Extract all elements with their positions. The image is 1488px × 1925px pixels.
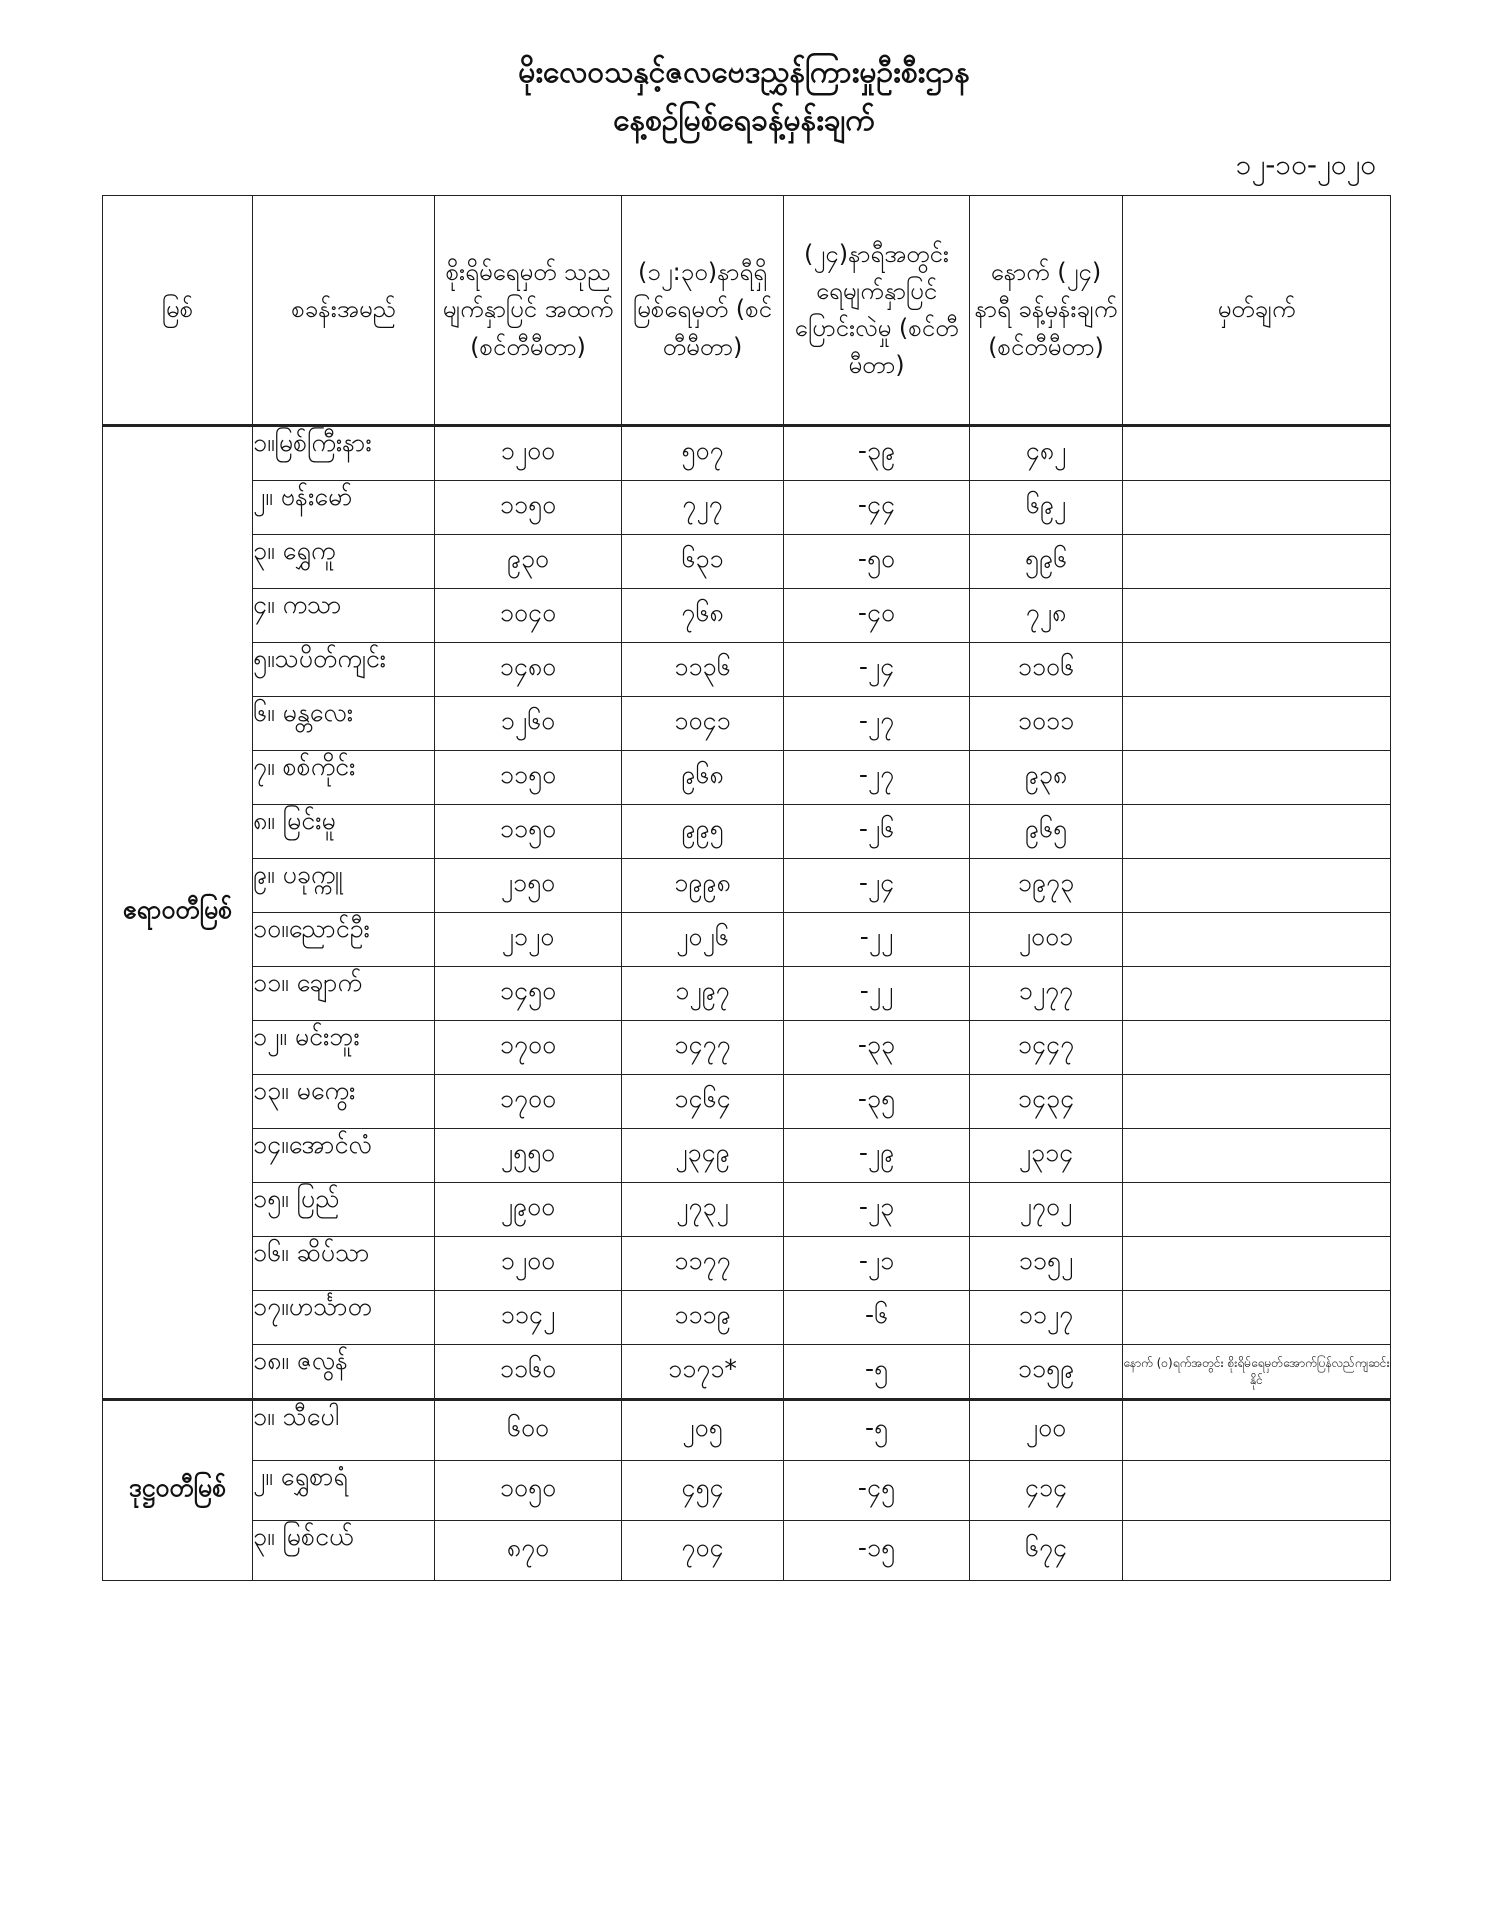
table-row xyxy=(103,967,1391,1021)
danger-level: ၁၇၀၀ xyxy=(435,1021,622,1075)
forecast-level: ၂၀၀ xyxy=(970,1400,1123,1461)
header-river: မြစ် xyxy=(103,196,253,426)
table-row xyxy=(103,859,1391,913)
forecast-level: ၂၇၀၂ xyxy=(970,1183,1123,1237)
forecast-level: ၁၁၀၆ xyxy=(970,643,1123,697)
forecast-level: ၉၆၅ xyxy=(970,805,1123,859)
danger-level: ၂၁၂၀ xyxy=(435,913,622,967)
forecast-level: ၁၉၇၃ xyxy=(970,859,1123,913)
station-name: ၁၇။ဟင်္သာတ xyxy=(253,1291,435,1345)
header-forecast: နောက် (၂၄) နာရီ ခန့်မှန်းချက် (စင်တီမီတာ) xyxy=(970,196,1123,426)
remark xyxy=(1123,1183,1391,1237)
table-row xyxy=(103,481,1391,535)
forecast-level: ၅၉၆ xyxy=(970,535,1123,589)
station-name: ၁၈။ ဇလွန် xyxy=(253,1345,435,1400)
remark xyxy=(1123,1075,1391,1129)
table-row xyxy=(103,1400,1391,1461)
forecast-level: ၆၉၂ xyxy=(970,481,1123,535)
danger-level: ၁၄၈၀ xyxy=(435,643,622,697)
table-row xyxy=(103,426,1391,481)
forecast-level: ၉၃၈ xyxy=(970,751,1123,805)
header-danger-level: စိုးရိမ်ရေမှတ် သုညမျက်နှာပြင် အထက် (စင်တီမီတာ) xyxy=(435,196,622,426)
station-name: ၂။ ရွှေစာရံ xyxy=(253,1461,435,1521)
remark xyxy=(1123,1400,1391,1461)
danger-level: ၁၁၅၀ xyxy=(435,751,622,805)
table-row xyxy=(103,1461,1391,1521)
remark xyxy=(1123,1521,1391,1581)
river-name: ဒုဋ္ဌဝတီမြစ် xyxy=(103,1400,253,1581)
danger-level: ၁၄၅၀ xyxy=(435,967,622,1021)
station-name: ၄။ ကသာ xyxy=(253,589,435,643)
current-level: ၁၁၇၁* xyxy=(622,1345,784,1400)
level-change: -၄၄ xyxy=(784,481,970,535)
table-header-row xyxy=(103,196,1391,426)
remark xyxy=(1123,426,1391,481)
remark xyxy=(1123,481,1391,535)
station-name: ၁၄။အောင်လံ xyxy=(253,1129,435,1183)
current-level: ၇၀၄ xyxy=(622,1521,784,1581)
remark xyxy=(1123,967,1391,1021)
remark xyxy=(1123,751,1391,805)
station-name: ၃။ ရွှေကူ xyxy=(253,535,435,589)
table-row xyxy=(103,1129,1391,1183)
station-name: ၁၁။ ချောက် xyxy=(253,967,435,1021)
station-name: ၁၃။ မကွေး xyxy=(253,1075,435,1129)
remark xyxy=(1123,1461,1391,1521)
forecast-level: ၂၃၁၄ xyxy=(970,1129,1123,1183)
remark xyxy=(1123,1021,1391,1075)
danger-level: ၂၉၀၀ xyxy=(435,1183,622,1237)
station-name: ၆။ မန္တလေး xyxy=(253,697,435,751)
forecast-level: ၁၁၂၇ xyxy=(970,1291,1123,1345)
station-name: ၁။ သီပေါ xyxy=(253,1400,435,1461)
level-change: -၃၃ xyxy=(784,1021,970,1075)
table-row xyxy=(103,805,1391,859)
level-change: -၂၄ xyxy=(784,643,970,697)
danger-level: ၁၇၀၀ xyxy=(435,1075,622,1129)
level-change: -၄၀ xyxy=(784,589,970,643)
current-level: ၄၅၄ xyxy=(622,1461,784,1521)
forecast-level: ၄၁၄ xyxy=(970,1461,1123,1521)
current-level: ၇၆၈ xyxy=(622,589,784,643)
current-level: ၉၉၅ xyxy=(622,805,784,859)
level-change: -၃၉ xyxy=(784,426,970,481)
level-change: -၅ xyxy=(784,1345,970,1400)
table-row xyxy=(103,1183,1391,1237)
level-change: -၅ xyxy=(784,1400,970,1461)
forecast-level: ၆၇၄ xyxy=(970,1521,1123,1581)
station-name: ၁၆။ ဆိပ်သာ xyxy=(253,1237,435,1291)
danger-level: ၂၁၅၀ xyxy=(435,859,622,913)
danger-level: ၁၁၅၀ xyxy=(435,481,622,535)
forecast-level: ၁၁၅၉ xyxy=(970,1345,1123,1400)
current-level: ၁၁၃၆ xyxy=(622,643,784,697)
current-level: ၉၆၈ xyxy=(622,751,784,805)
forecast-level: ၁၄၄၇ xyxy=(970,1021,1123,1075)
level-change: -၂၇ xyxy=(784,697,970,751)
danger-level: ၂၅၅၀ xyxy=(435,1129,622,1183)
remark xyxy=(1123,805,1391,859)
table-row xyxy=(103,1291,1391,1345)
level-change: -၂၇ xyxy=(784,751,970,805)
level-change: -၂၂ xyxy=(784,967,970,1021)
forecast-level: ၁၀၁၁ xyxy=(970,697,1123,751)
current-level: ၂၀၂၆ xyxy=(622,913,784,967)
remark xyxy=(1123,535,1391,589)
station-name: ၅။သပိတ်ကျင်း xyxy=(253,643,435,697)
danger-level: ၁၂၆၀ xyxy=(435,697,622,751)
report-date: ၁၂-၁၀-၂၀၂၀ xyxy=(1235,148,1376,181)
page-subtitle: နေ့စဉ်မြစ်ရေခန့်မှန်းချက် xyxy=(613,103,875,138)
danger-level: ၁၁၅၀ xyxy=(435,805,622,859)
remark xyxy=(1123,913,1391,967)
table-row xyxy=(103,535,1391,589)
danger-level: ၁၀၅၀ xyxy=(435,1461,622,1521)
river-name: ဧရာဝတီမြစ် xyxy=(103,426,253,1400)
current-level: ၂၃၄၉ xyxy=(622,1129,784,1183)
current-level: ၁၄၇၇ xyxy=(622,1021,784,1075)
forecast-level: ၁၁၅၂ xyxy=(970,1237,1123,1291)
level-change: -၂၆ xyxy=(784,805,970,859)
remark xyxy=(1123,1237,1391,1291)
danger-level: ၁၂၀၀ xyxy=(435,1237,622,1291)
table-row xyxy=(103,697,1391,751)
current-level: ၂၇၃၂ xyxy=(622,1183,784,1237)
remark xyxy=(1123,1129,1391,1183)
remark xyxy=(1123,859,1391,913)
station-name: ၉။ ပခုက္ကူ xyxy=(253,859,435,913)
table-row xyxy=(103,913,1391,967)
table-row xyxy=(103,751,1391,805)
level-change: -၂၂ xyxy=(784,913,970,967)
header-station: စခန်းအမည် xyxy=(253,196,435,426)
level-change: -၁၅ xyxy=(784,1521,970,1581)
header-remarks: မှတ်ချက် xyxy=(1123,196,1391,426)
current-level: ၁၄၆၄ xyxy=(622,1075,784,1129)
remark xyxy=(1123,1291,1391,1345)
river-forecast-table xyxy=(102,195,1391,1581)
danger-level: ၁၁၄၂ xyxy=(435,1291,622,1345)
station-name: ၁၂။ မင်းဘူး xyxy=(253,1021,435,1075)
station-name: ၇။ စစ်ကိုင်း xyxy=(253,751,435,805)
forecast-level: ၇၂၈ xyxy=(970,589,1123,643)
station-name: ၈။ မြင်းမူ xyxy=(253,805,435,859)
table-row xyxy=(103,1237,1391,1291)
table-row xyxy=(103,1021,1391,1075)
forecast-level: ၂၀၀၁ xyxy=(970,913,1123,967)
current-level: ၂၀၅ xyxy=(622,1400,784,1461)
forecast-level: ၁၂၇၇ xyxy=(970,967,1123,1021)
level-change: -၂၁ xyxy=(784,1237,970,1291)
station-name: ၁၀။ညောင်ဦး xyxy=(253,913,435,967)
danger-level: ၆၀၀ xyxy=(435,1400,622,1461)
level-change: -၄၅ xyxy=(784,1461,970,1521)
danger-level: ၈၇၀ xyxy=(435,1521,622,1581)
current-level: ၁၉၉၈ xyxy=(622,859,784,913)
current-level: ၁၁၁၉ xyxy=(622,1291,784,1345)
remark: နောက် (၀)ရက်အတွင်း စိုးရိမ်ရေမှတ်အောက်ပြန်လည်ကျဆင်းနိုင် xyxy=(1123,1345,1391,1400)
remark xyxy=(1123,697,1391,751)
level-change: -၂၉ xyxy=(784,1129,970,1183)
current-level: ၇၂၇ xyxy=(622,481,784,535)
level-change: -၂၄ xyxy=(784,859,970,913)
danger-level: ၁၁၆၀ xyxy=(435,1345,622,1400)
level-change: -၂၃ xyxy=(784,1183,970,1237)
level-change: -၆ xyxy=(784,1291,970,1345)
table-row xyxy=(103,1345,1391,1400)
station-name: ၂။ ဗန်းမော် xyxy=(253,481,435,535)
forecast-level: ၁၄၃၄ xyxy=(970,1075,1123,1129)
level-change: -၅၀ xyxy=(784,535,970,589)
table-row xyxy=(103,1075,1391,1129)
level-change: -၃၅ xyxy=(784,1075,970,1129)
current-level: ၁၀၄၁ xyxy=(622,697,784,751)
current-level: ၁၁၇၇ xyxy=(622,1237,784,1291)
current-level: ၆၃၁ xyxy=(622,535,784,589)
remark xyxy=(1123,643,1391,697)
table-row xyxy=(103,643,1391,697)
danger-level: ၁၂၀၀ xyxy=(435,426,622,481)
remark xyxy=(1123,589,1391,643)
header-24h-change: (၂၄)နာရီအတွင်း ရေမျက်နှာပြင် ပြောင်းလဲမှု (စင်တီမီတာ) xyxy=(784,196,970,426)
forecast-level: ၄၈၂ xyxy=(970,426,1123,481)
station-name: ၁။မြစ်ကြီးနား xyxy=(253,426,435,481)
station-name: ၁၅။ ပြည် xyxy=(253,1183,435,1237)
current-level: ၁၂၉၇ xyxy=(622,967,784,1021)
danger-level: ၁၀၄၀ xyxy=(435,589,622,643)
station-name: ၃။ မြစ်ငယ် xyxy=(253,1521,435,1581)
header-current-level: (၁၂:၃၀)နာရီရှိ မြစ်ရေမှတ် (စင်တီမီတာ) xyxy=(622,196,784,426)
danger-level: ၉၃၀ xyxy=(435,535,622,589)
table-row xyxy=(103,1521,1391,1581)
table-row xyxy=(103,589,1391,643)
current-level: ၅၀၇ xyxy=(622,426,784,481)
page-title: မိုးလေဝသနှင့်ဇလဗေဒညွှန်ကြားမှုဦးစီးဌာန xyxy=(518,55,970,90)
